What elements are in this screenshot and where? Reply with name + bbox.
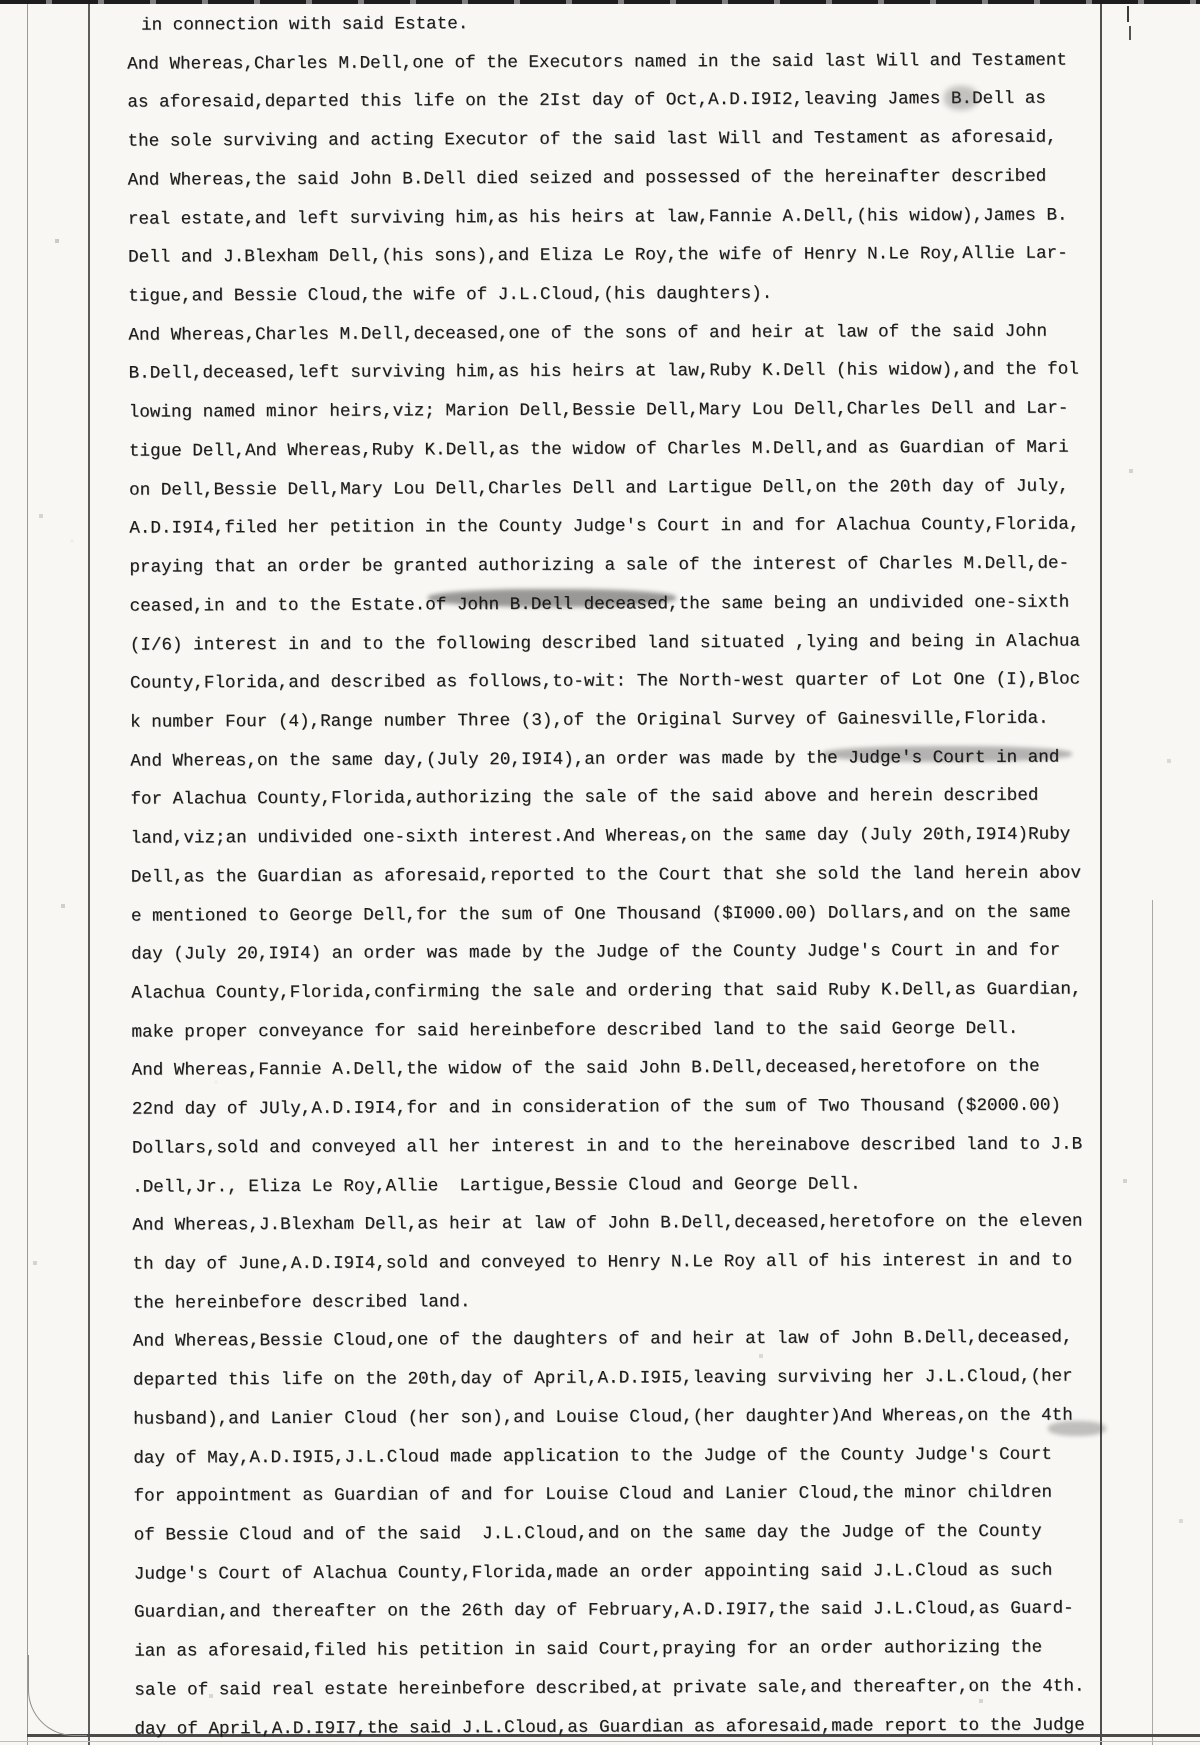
document-line: B.Dell,deceased,left surviving him,as his heirs at law,Ruby K.Dell (his widow),and the fol [128,360,1079,385]
document-line: And Whereas,J.Blexham Dell,as heir at law of John B.Dell,deceased,heretofore on the eleven [132,1211,1083,1236]
ink-smudge-overstrike [428,589,676,607]
document-line: Alachua County,Florida,confirming the sale and ordering that said Ruby K.Dell,as Guardian, [131,979,1082,1004]
document-line: 22nd day of JUly,A.D.I9I4,for and in consideration of the sum of Two Thousand ($2000.00) [131,1095,1061,1120]
document-line: ian as aforesaid,filed his petition in said Court,praying for an order authorizing the [134,1637,1043,1662]
document-line: e mentioned to George Dell,for the sum of One Thousand ($I000.00) Dollars,and on the same [130,902,1071,927]
document-line: departed this life on the 20th,day of April,A.D.I9I5,leaving surviving her J.L.Cloud,(her [132,1366,1073,1391]
document-line: for Alachua County,Florida,authorizing the sale of the said above and herein described [130,786,1039,811]
ink-smudge-blot [944,86,978,110]
document-line: k number Four (4),Range number Three (3),of the Original Survey of Gainesville,Florida. [130,708,1049,733]
document-line: for appointment as Guardian of and for Louise Cloud and Lanier Cloud,the minor children [133,1482,1053,1507]
document-line: real estate,and left surviving him,as his heirs at law,Fannie A.Dell,(his widow),James B. [127,205,1068,230]
ink-smudge-overstrike [822,746,1072,762]
document-line: day of April,A.D.I9I7,the said J.L.Cloud,as Guardian as aforesaid,made report to the Judge [134,1715,1085,1740]
document-line: Judge's Court of Alachua County,Florida,made an order appointing said J.L.Cloud as such [133,1560,1053,1585]
document-line: day of May,A.D.I9I5,J.L.Cloud made application to the Judge of the County Judge's Court [133,1444,1052,1469]
document-line: And Whereas,Charles M.Dell,one of the Executors named in the said last Will and Testament [127,50,1067,75]
document-line: th day of June,A.D.I9I4,sold and conveyed to Henry N.Le Roy all of his interest in and to [132,1250,1073,1275]
scan-dust-specks [0,0,2,2]
document-line: the sole surviving and acting Executor of the said last Will and Testament as aforesaid, [127,127,1057,152]
document-line: Dell,as the Guardian as aforesaid,reported to the Court that she sold the land herein abov [130,863,1082,888]
document-line: lowing named minor heirs,viz; Marion Dell,Bessie Dell,Mary Lou Dell,Charles Dell and Lar- [128,398,1069,423]
document-line: Dollars,sold and conveyed all her interest in and to the hereinabove described land to J.B [131,1134,1083,1159]
document-line: praying that an order be granted authorizing a sale of the interest of Charles M.Dell,de- [129,553,1070,578]
document-line: day (July 20,I9I4) an order was made by the Judge of the County Judge's Court in and for [131,940,1061,965]
document-line: A.D.I9I4,filed her petition in the County Judge's Court in and for Alachua County,Florida, [129,514,1080,540]
document-line: And Whereas,Fannie A.Dell,the widow of the said John B.Dell,deceased,heretofore on the [131,1057,1040,1082]
document-line: .Dell,Jr., Eliza Le Roy,Allie Lartigue,Bessie Cloud and George Dell. [132,1174,861,1198]
document-line: Guardian,and thereafter on the 26th day of February,A.D.I9I7,the said J.L.Cloud,as Guard- [133,1599,1074,1624]
document-line: tigue,and Bessie Cloud,the wife of J.L.Cloud,(his daughters). [128,283,773,307]
ink-smudge-overstrike [1048,1421,1106,1436]
document-line: tigue Dell,And Whereas,Ruby K.Dell,as the widow of Charles M.Dell,and as Guardian of Mari [128,437,1069,462]
document-line: on Dell,Bessie Dell,Mary Lou Dell,Charles Dell and Lartigue Dell,on the 20th day of July, [129,476,1069,501]
document-line: husband),and Lanier Cloud (her son),and Louise Cloud,(her daughter)And Whereas,on the 4th [133,1405,1073,1430]
document-line: ceased,in and to the Estate.of John B.Dell deceased,the same being an undivided one-sixth [129,592,1070,617]
document-line: in connection with said Estate. [141,14,469,36]
document-line: County,Florida,and described as follows,to-wit: The North-west quarter of Lot One (I),Bloc [129,669,1081,694]
document-line: (I/6) interest in and to the following described land situated ,lying and being in Alachua [129,631,1081,656]
document-line: of Bessie Cloud and of the said J.L.Cloud,and on the same day the Judge of the County [133,1521,1042,1546]
document-line: land,viz;an undivided one-sixth interest.And Whereas,on the same day (July 20th,I9I4)Ruby [130,824,1071,849]
document-line: And Whereas,on the same day,(July 20,I9I4),an order was made by the Judge's Court in and [130,747,1060,772]
document-line: Dell and J.Blexham Dell,(his sons),and Eliza Le Roy,the wife of Henry N.Le Roy,Allie Lar- [128,243,1068,268]
document-line: make proper conveyance for said hereinbefore described land to the said George Dell. [131,1018,1019,1043]
document-line: sale of said real estate hereinbefore described,at private sale,and thereafter,on the 4th. [134,1676,1085,1701]
document-line: as aforesaid,departed this life on the 2Ist day of Oct,A.D.I9I2,leaving James B.Dell as [127,89,1047,114]
document-line: the hereinbefore described land. [132,1291,471,1314]
document-line: And Whereas,the said John B.Dell died seized and possessed of the hereinafter described [127,166,1047,191]
document-line: And Whereas,Charles M.Dell,deceased,one of the sons of and heir at law of the said John [128,321,1048,346]
document-line: And Whereas,Bessie Cloud,one of the daughters of and heir at law of John B.Dell,deceased, [132,1328,1073,1353]
